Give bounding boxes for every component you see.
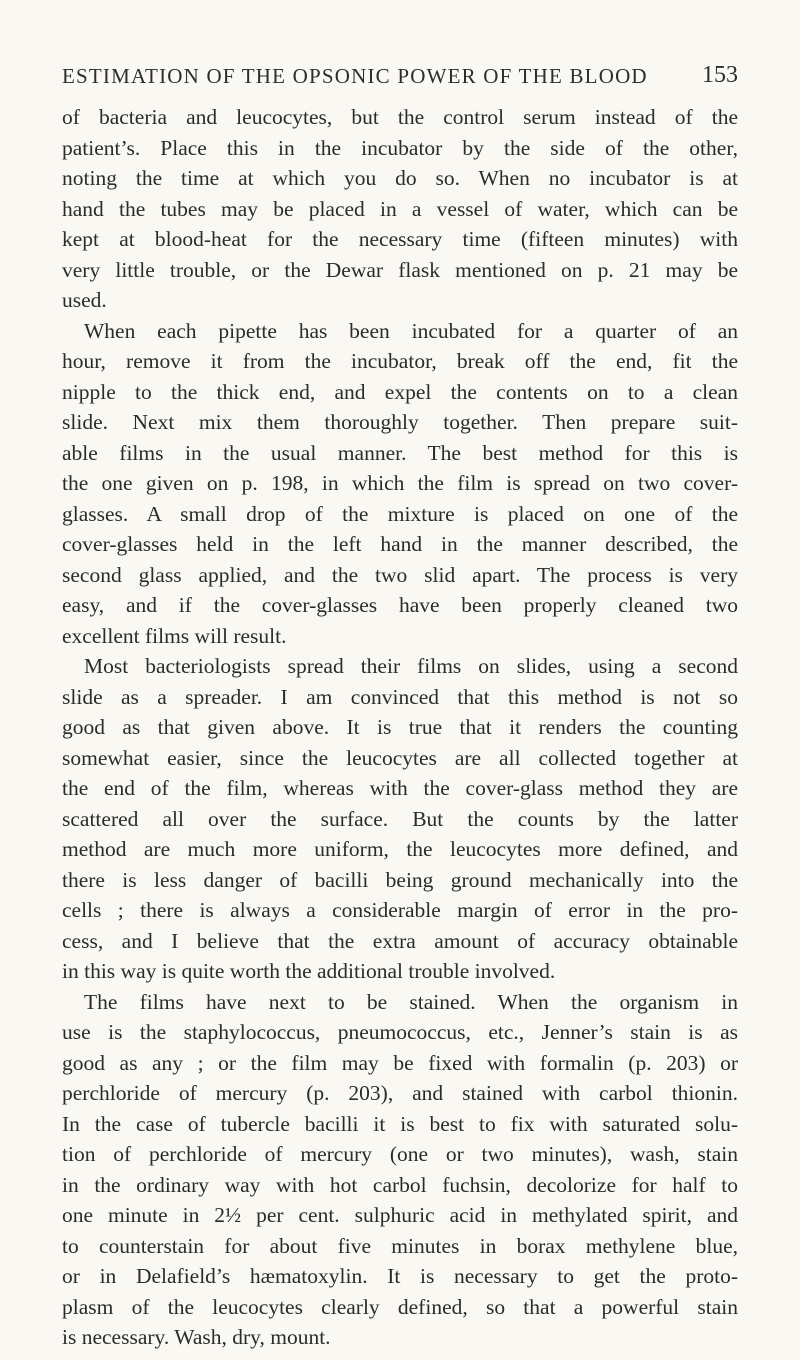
paragraph: [62, 102, 738, 316]
text-line: very little trouble, or the Dewar flask mentioned on p. 21 may be: [62, 257, 738, 282]
text-line: plasm of the leucocytes clearly defined, so that a powerful stain: [62, 1294, 738, 1319]
text-line: there is less danger of bacilli being ground mechanically into the: [62, 867, 738, 892]
text-line: in this way is quite worth the additional trouble involved.: [62, 959, 556, 983]
text-line: somewhat easier, since the leucocytes are all collected together at: [62, 745, 738, 770]
text-line: In the case of tubercle bacilli it is best to fix with saturated solu-: [62, 1111, 738, 1136]
running-title: ESTIMATION OF THE OPSONIC POWER OF THE BLOOD: [62, 64, 648, 88]
text-line: slide as a spreader. I am convinced that this method is not so: [62, 684, 738, 709]
text-line: second glass applied, and the two slid apart. The process is very: [62, 562, 738, 587]
text-line: to counterstain for about five minutes in borax methylene blue,: [62, 1233, 738, 1258]
text-line: good as any ; or the film may be fixed with formalin (p. 203) or: [62, 1050, 738, 1075]
text-line: hour, remove it from the incubator, break off the end, fit the: [62, 349, 738, 373]
text-line: of bacteria and leucocytes, but the control serum instead of the: [62, 105, 738, 129]
text-line: patient’s. Place this in the incubator by the side of the other,: [62, 135, 738, 160]
body-text: [62, 102, 738, 1353]
paragraph: [62, 651, 738, 987]
text-line: hand the tubes may be placed in a vessel of water, which can be: [62, 196, 738, 221]
text-line: kept at blood-heat for the necessary time (fifteen minutes) with: [62, 227, 738, 251]
text-line: easy, and if the cover-glasses have been properly cleaned two: [62, 593, 738, 617]
text-line: is necessary. Wash, dry, mount.: [62, 1325, 331, 1349]
text-line: cover-glasses held in the left hand in the manner described, the: [62, 532, 738, 556]
text-line: cells ; there is always a considerable margin of error in the pro-: [62, 898, 738, 922]
page-number: 153: [702, 62, 738, 88]
text-line: used.: [62, 288, 107, 312]
text-line: scattered all over the surface. But the counts by the latter: [62, 806, 738, 831]
text-line: or in Delafield’s hæmatoxylin. It is necessary to get the proto-: [62, 1264, 738, 1288]
running-head: [62, 62, 738, 96]
paragraph: [62, 987, 738, 1353]
text-line: the one given on p. 198, in which the film is spread on two cover-: [62, 471, 738, 495]
text-line: glasses. A small drop of the mixture is placed on one of the: [62, 501, 738, 526]
text-line: slide. Next mix them thoroughly together. Then prepare suit-: [62, 410, 738, 434]
text-line: use is the staphylococcus, pneumococcus, etc., Jenner’s stain is as: [62, 1020, 738, 1044]
text-line: Most bacteriologists spread their films on slides, using a second: [84, 654, 738, 678]
text-line: tion of perchloride of mercury (one or two minutes), wash, stain: [62, 1142, 738, 1166]
text-line: When each pipette has been incubated for a quarter of an: [84, 318, 738, 343]
text-line: in the ordinary way with hot carbol fuchsin, decolorize for half to: [62, 1172, 738, 1197]
text-line: method are much more uniform, the leucocytes more defined, and: [62, 837, 738, 861]
text-line: the end of the film, whereas with the cover-glass method they are: [62, 776, 738, 800]
text-line: The films have next to be stained. When the organism in: [84, 989, 738, 1014]
text-line: noting the time at which you do so. When no incubator is at: [62, 166, 738, 190]
text-line: perchloride of mercury (p. 203), and stained with carbol thionin.: [62, 1081, 738, 1105]
paragraph: [62, 316, 738, 652]
text-line: good as that given above. It is true that it renders the counting: [62, 715, 738, 739]
text-line: cess, and I believe that the extra amount of accuracy obtainable: [62, 928, 738, 953]
text-line: one minute in 2½ per cent. sulphuric acid in methylated spirit, and: [62, 1203, 738, 1227]
text-line: nipple to the thick end, and expel the contents on to a clean: [62, 379, 738, 404]
text-line: able films in the usual manner. The best method for this is: [62, 440, 738, 465]
text-line: excellent films will result.: [62, 623, 287, 648]
